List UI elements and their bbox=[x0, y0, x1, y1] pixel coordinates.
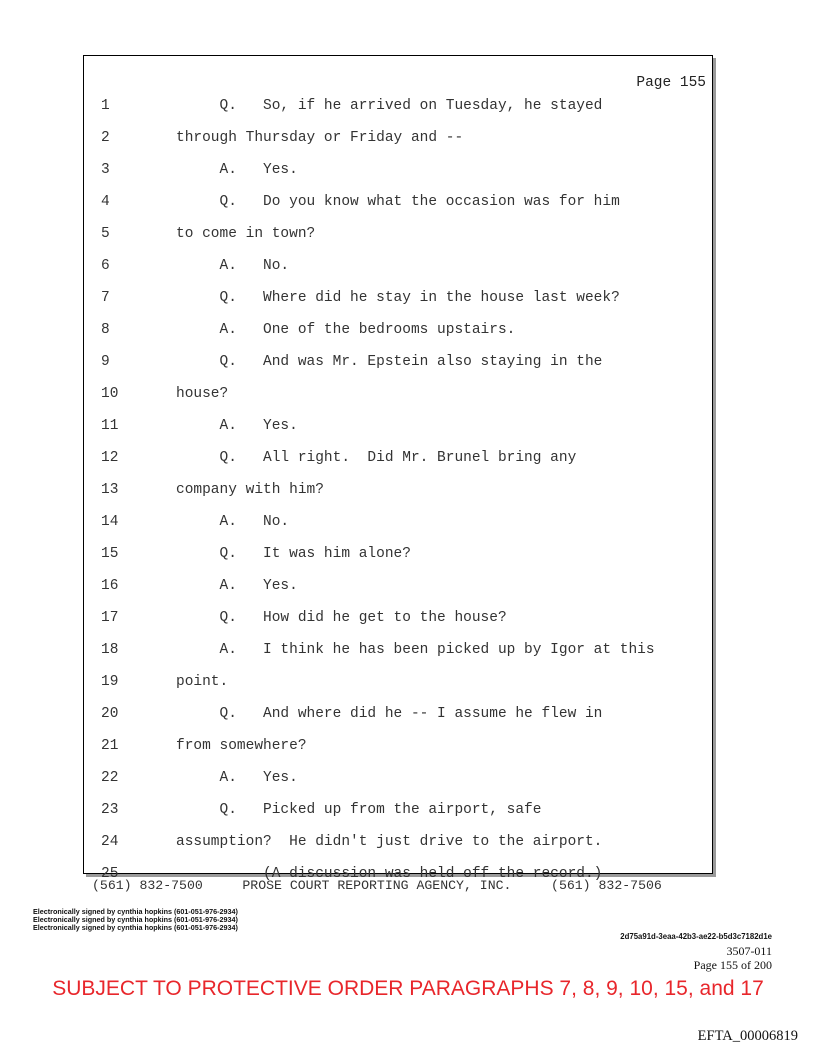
transcript-line bbox=[84, 828, 712, 860]
transcript-line bbox=[84, 220, 712, 252]
line-number: 20 bbox=[101, 706, 119, 722]
line-number: 13 bbox=[101, 482, 119, 498]
line-text: A. One of the bedrooms upstairs. bbox=[176, 322, 516, 338]
footer-agency-name: PROSE COURT REPORTING AGENCY, INC. bbox=[242, 878, 512, 893]
transcript-line bbox=[84, 700, 712, 732]
transcript-line bbox=[84, 124, 712, 156]
line-text: Q. Do you know what the occasion was for him bbox=[176, 194, 620, 210]
line-number: 4 bbox=[101, 194, 110, 210]
line-text: Q. It was him alone? bbox=[176, 546, 411, 562]
line-text: point. bbox=[176, 674, 229, 690]
line-text: Q. And where did he -- I assume he flew in bbox=[176, 706, 603, 722]
line-text: Q. Where did he stay in the house last week? bbox=[176, 290, 620, 306]
transcript-line bbox=[84, 444, 712, 476]
line-number: 1 bbox=[101, 98, 110, 114]
line-text: Q. And was Mr. Epstein also staying in the bbox=[176, 354, 603, 370]
transcript-line bbox=[84, 156, 712, 188]
signature-block bbox=[33, 908, 238, 933]
line-text: (A discussion was held off the record.) bbox=[176, 866, 603, 882]
line-number: 3 bbox=[101, 162, 110, 178]
line-text: A. Yes. bbox=[176, 770, 298, 786]
line-number: 11 bbox=[101, 418, 119, 434]
line-number: 22 bbox=[101, 770, 119, 786]
transcript-line bbox=[84, 668, 712, 700]
line-number: 24 bbox=[101, 834, 119, 850]
transcript-line bbox=[84, 508, 712, 540]
line-text: A. Yes. bbox=[176, 578, 298, 594]
transcript-lines bbox=[84, 92, 712, 892]
line-text: A. Yes. bbox=[176, 418, 298, 434]
line-number: 18 bbox=[101, 642, 119, 658]
transcript-line bbox=[84, 348, 712, 380]
transcript-line bbox=[84, 540, 712, 572]
transcript-line bbox=[84, 92, 712, 124]
transcript-line bbox=[84, 412, 712, 444]
line-number: 15 bbox=[101, 546, 119, 562]
line-number: 7 bbox=[101, 290, 110, 306]
exhibit-number: 3507-011 bbox=[726, 944, 772, 958]
transcript-line bbox=[84, 732, 712, 764]
bates-number: EFTA_00006819 bbox=[697, 1028, 798, 1044]
line-number: 21 bbox=[101, 738, 119, 754]
line-text: company with him? bbox=[176, 482, 324, 498]
protective-order-notice: SUBJECT TO PROTECTIVE ORDER PARAGRAPHS 7, 8, 9, 10, 15, and 17 bbox=[52, 977, 764, 1000]
line-text: A. Yes. bbox=[176, 162, 298, 178]
transcript-line bbox=[84, 476, 712, 508]
transcript-line bbox=[84, 572, 712, 604]
line-text: through Thursday or Friday and -- bbox=[176, 130, 464, 146]
line-number: 8 bbox=[101, 322, 110, 338]
line-text: Q. How did he get to the house? bbox=[176, 610, 507, 626]
line-number: 2 bbox=[101, 130, 110, 146]
line-text: to come in town? bbox=[176, 226, 316, 242]
line-number: 14 bbox=[101, 514, 119, 530]
footer-phone-right: (561) 832-7506 bbox=[551, 878, 662, 893]
line-number: 17 bbox=[101, 610, 119, 626]
line-number: 10 bbox=[101, 386, 119, 402]
line-number: 6 bbox=[101, 258, 110, 274]
line-text: Q. Picked up from the airport, safe bbox=[176, 802, 542, 818]
line-text: A. No. bbox=[176, 258, 290, 274]
transcript-line bbox=[84, 284, 712, 316]
document-hash: 2d75a91d-3eaa-42b3-ae22-b5d3c7182d1e bbox=[620, 932, 772, 941]
transcript-line bbox=[84, 796, 712, 828]
transcript-line bbox=[84, 252, 712, 284]
transcript-line bbox=[84, 380, 712, 412]
line-text: from somewhere? bbox=[176, 738, 307, 754]
line-number: 16 bbox=[101, 578, 119, 594]
transcript-line bbox=[84, 316, 712, 348]
line-text: house? bbox=[176, 386, 229, 402]
transcript-line bbox=[84, 188, 712, 220]
transcript-line bbox=[84, 636, 712, 668]
line-number: 23 bbox=[101, 802, 119, 818]
page-of-total: Page 155 of 200 bbox=[693, 958, 772, 972]
line-text: Q. So, if he arrived on Tuesday, he stayed bbox=[176, 98, 603, 114]
line-text: Q. All right. Did Mr. Brunel bring any bbox=[176, 450, 577, 466]
line-number: 12 bbox=[101, 450, 119, 466]
footer-phone-left: (561) 832-7500 bbox=[92, 878, 203, 893]
signature-line: Electronically signed by cynthia hopkins (601-051-976-2934) bbox=[33, 907, 238, 916]
page-number: Page 155 bbox=[636, 75, 706, 91]
transcript-line bbox=[84, 604, 712, 636]
reporting-agency-footer bbox=[92, 878, 662, 893]
line-number: 9 bbox=[101, 354, 110, 370]
line-number: 5 bbox=[101, 226, 110, 242]
transcript-line bbox=[84, 764, 712, 796]
line-text: A. No. bbox=[176, 514, 290, 530]
line-number: 19 bbox=[101, 674, 119, 690]
signature-line: Electronically signed by cynthia hopkins (601-051-976-2934) bbox=[33, 923, 238, 933]
line-number: 25 bbox=[101, 866, 119, 882]
line-text: A. I think he has been picked up by Igor at this bbox=[176, 642, 655, 658]
line-text: assumption? He didn't just drive to the airport. bbox=[176, 834, 603, 850]
signature-line: Electronically signed by cynthia hopkins (601-051-976-2934) bbox=[33, 915, 238, 925]
transcript-page-frame bbox=[83, 55, 713, 882]
